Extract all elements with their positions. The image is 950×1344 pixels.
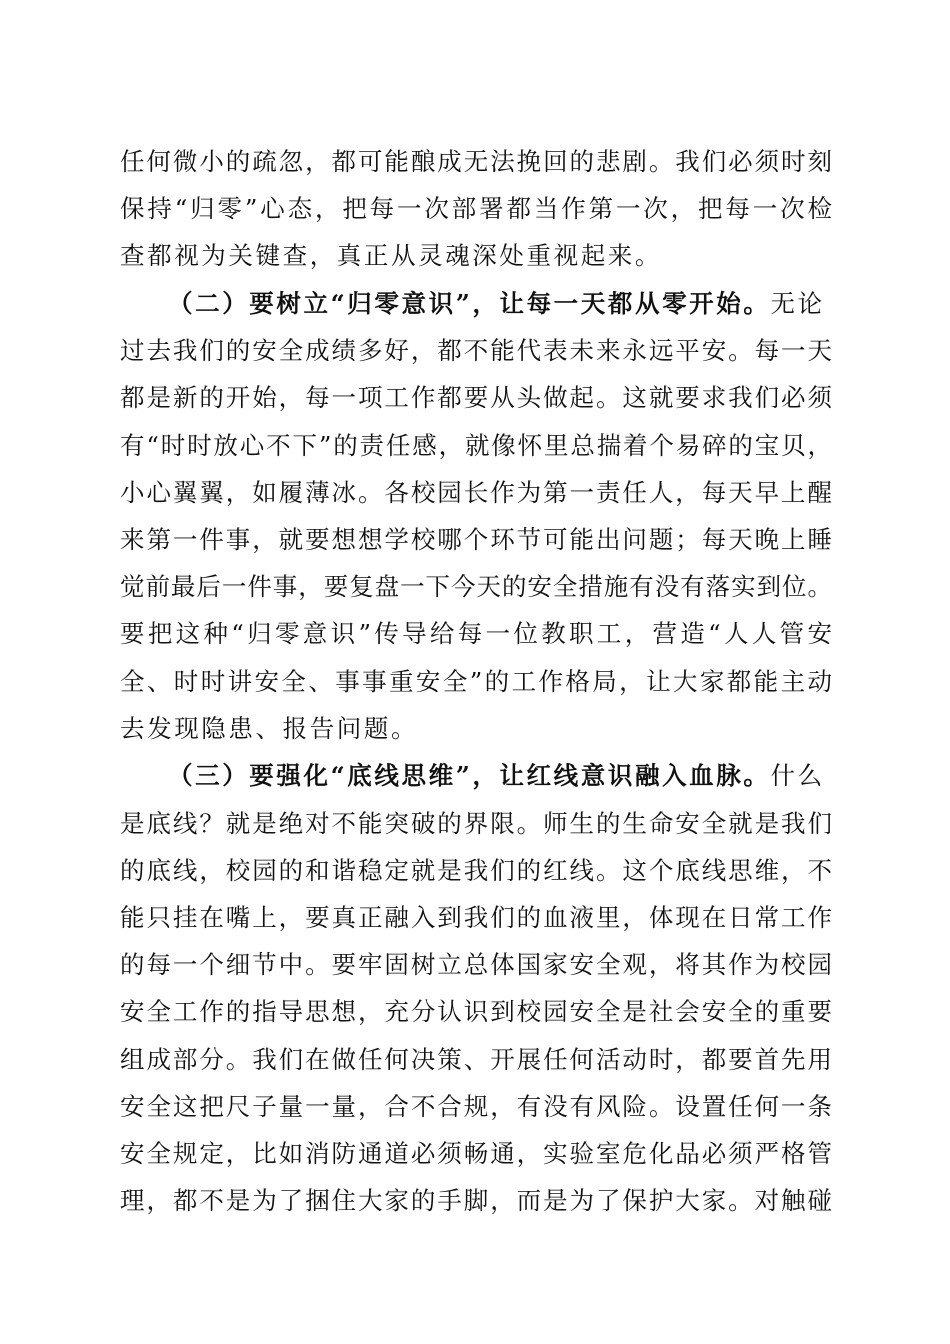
paragraph-1-line-1: 任何微小的疏忽，都可能酿成无法挽回的悲剧。我们必须时刻 (120, 147, 832, 176)
paragraph-2-line-7: 觉前最后一件事，要复盘一下今天的安全措施有没有落实到位。 (120, 572, 832, 601)
paragraph-3-line-3: 的底线，校园的和谐稳定就是我们的红线。这个底线思维，不 (120, 856, 832, 885)
paragraph-2-line-4: 有“时时放心不下”的责任感，就像怀里总揣着个易碎的宝贝， (120, 431, 832, 460)
paragraph-3-line-2: 是底线？就是绝对不能突破的界限。师生的生命安全就是我们 (120, 809, 832, 838)
paragraph-3-first-line-rest: 什么 (770, 761, 825, 790)
paragraph-2-line-9: 全、时时讲安全、事事重安全”的工作格局，让大家都能主动 (120, 667, 832, 696)
paragraph-3-line-9: 安全规定，比如消防通道必须畅通，实验室危化品必须严格管 (120, 1139, 832, 1168)
paragraph-2-line-6: 来第一件事，就要想想学校哪个环节可能出问题；每天晚上睡 (120, 525, 832, 554)
paragraph-2-line-2: 过去我们的安全成绩多好，都不能代表未来永远平安。每一天 (120, 336, 832, 365)
paragraph-1-line-3: 查都视为关键查，真正从灵魂深处重视起来。 (120, 241, 662, 270)
paragraph-1-line-2: 保持“归零”心态，把每一次部署都当作第一次，把每一次检 (120, 194, 832, 223)
paragraph-2-line-10: 去发现隐患、报告问题。 (120, 714, 419, 743)
paragraph-3-line-5: 的每一个细节中。要牢固树立总体国家安全观，将其作为校园 (120, 950, 832, 979)
paragraph-3-line-10: 理，都不是为了捆住大家的手脚，而是为了保护大家。对触碰 (120, 1186, 832, 1215)
paragraph-2-line-5: 小心翼翼，如履薄冰。各校园长作为第一责任人，每天早上醒 (120, 478, 832, 507)
paragraph-2-heading: （二）要树立“归零意识”，让每一天都从零开始。 (168, 289, 771, 318)
paragraph-2-first-line-rest: 无论 (770, 289, 825, 318)
paragraph-3-line-6: 安全工作的指导思想，充分认识到校园安全是社会安全的重要 (120, 997, 832, 1026)
paragraph-2-line-3: 都是新的开始，每一项工作都要从头做起。这就要求我们必须 (120, 383, 832, 412)
paragraph-2-line-8: 要把这种“归零意识”传导给每一位教职工，营造“人人管安 (120, 619, 832, 648)
paragraph-3-line-4: 能只挂在嘴上，要真正融入到我们的血液里，体现在日常工作 (120, 903, 832, 932)
paragraph-3-heading: （三）要强化“底线思维”，让红线意识融入血脉。 (168, 761, 771, 790)
paragraph-3-line-8: 安全这把尺子量一量，合不合规，有没有风险。设置任何一条 (120, 1092, 832, 1121)
paragraph-2-first-line (168, 284, 832, 324)
paragraph-3-line-7: 组成部分。我们在做任何决策、开展任何活动时，都要首先用 (120, 1045, 832, 1074)
paragraph-3-first-line (168, 756, 832, 796)
